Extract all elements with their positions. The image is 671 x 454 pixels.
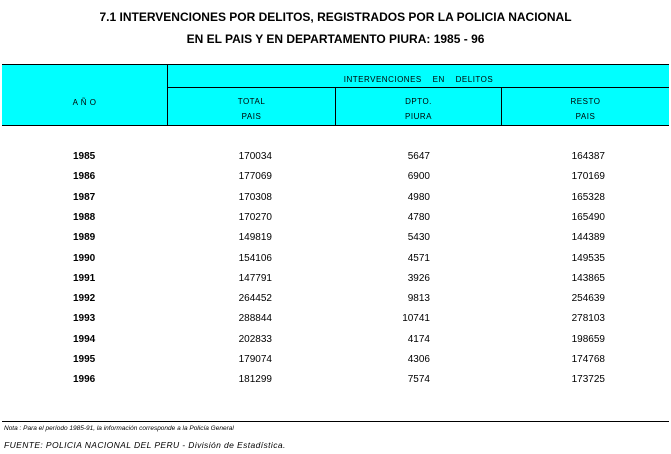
resto-pais-cell: 254639 [571,293,605,305]
resto-pais-cell: 174768 [571,354,605,365]
dpto-piura-cell: 7574 [407,374,430,386]
header-resto-pais-line2: PAIS [575,112,596,121]
year-cell: 1994 [73,333,96,345]
resto-pais-cell: 144389 [571,232,605,244]
resto-pais-cell: 165328 [571,191,605,203]
resto-pais-cell: 278103 [571,313,605,325]
table-row [0,253,671,267]
dpto-piura-cell: 5430 [407,232,430,244]
table-row [0,293,671,307]
dpto-piura-cell: 5647 [407,151,430,162]
year-cell: 1985 [73,151,96,162]
table-row [0,212,671,226]
table-row [0,374,671,388]
dpto-piura-cell: 4571 [407,252,430,264]
footer-rule [2,421,669,422]
dpto-piura-cell: 4980 [407,191,430,203]
table-row [0,313,671,327]
dpto-piura-cell: 9813 [407,293,430,305]
resto-pais-cell: 173725 [571,374,605,386]
source-text: FUENTE: POLICIA NACIONAL DEL PERU - División de Estadística. [4,440,286,450]
header-total-pais-line2: PAIS [241,112,262,121]
table-row [0,232,671,246]
year-cell: 1995 [73,354,96,365]
year-cell: 1986 [73,171,96,183]
header-resto-pais-line1: RESTO [570,97,601,106]
total-pais-cell: 170034 [238,151,272,162]
total-pais-cell: 179074 [238,354,272,365]
resto-pais-cell: 165490 [571,211,605,223]
dpto-piura-cell: 4174 [407,333,430,345]
header-interventions: INTERVENCIONES EN DELITOS [343,75,494,84]
total-pais-cell: 264452 [238,293,272,305]
footnote: Nota : Para el período 1985-91, la información corresponde a la Policía General [4,425,234,432]
total-pais-cell: 147791 [238,272,272,284]
header-year: A Ñ O [72,98,97,107]
resto-pais-cell: 198659 [571,333,605,345]
total-pais-cell: 181299 [238,374,272,386]
table-header [2,64,669,126]
resto-pais-cell: 164387 [571,151,605,162]
resto-pais-cell: 170169 [571,171,605,183]
dpto-piura-cell: 6900 [407,171,430,183]
total-pais-cell: 288844 [238,313,272,325]
total-pais-cell: 170308 [238,191,272,203]
table-row [0,151,671,165]
dpto-piura-cell: 4306 [407,354,430,365]
resto-pais-cell: 149535 [571,252,605,264]
table-row [0,354,671,368]
table-title-line-1: 7.1 INTERVENCIONES POR DELITOS, REGISTRADOS POR LA POLICIA NACIONAL [99,10,572,24]
year-cell: 1993 [73,313,96,325]
total-pais-cell: 202833 [238,333,272,345]
dpto-piura-cell: 10741 [402,313,430,325]
resto-pais-cell: 143865 [571,272,605,284]
dpto-piura-cell: 3926 [407,272,430,284]
table-row [0,192,671,206]
year-cell: 1990 [73,252,96,264]
total-pais-cell: 170270 [238,211,272,223]
total-pais-cell: 177069 [238,171,272,183]
header-divider [167,87,669,88]
year-cell: 1988 [73,211,96,223]
header-dpto-piura-line1: DPTO. [405,97,432,106]
table-row [0,334,671,348]
table-title-line-2: EN EL PAIS Y EN DEPARTAMENTO PIURA: 1985 - 96 [186,32,485,46]
table-row [0,273,671,287]
total-pais-cell: 154106 [238,252,272,264]
year-cell: 1987 [73,191,96,203]
year-cell: 1996 [73,374,96,386]
header-total-pais-line1: TOTAL [237,97,266,106]
year-cell: 1991 [73,272,96,284]
header-dpto-piura-line2: PIURA [405,112,432,121]
year-cell: 1989 [73,232,96,244]
year-cell: 1992 [73,293,96,305]
total-pais-cell: 149819 [238,232,272,244]
dpto-piura-cell: 4780 [407,211,430,223]
table-row [0,171,671,185]
